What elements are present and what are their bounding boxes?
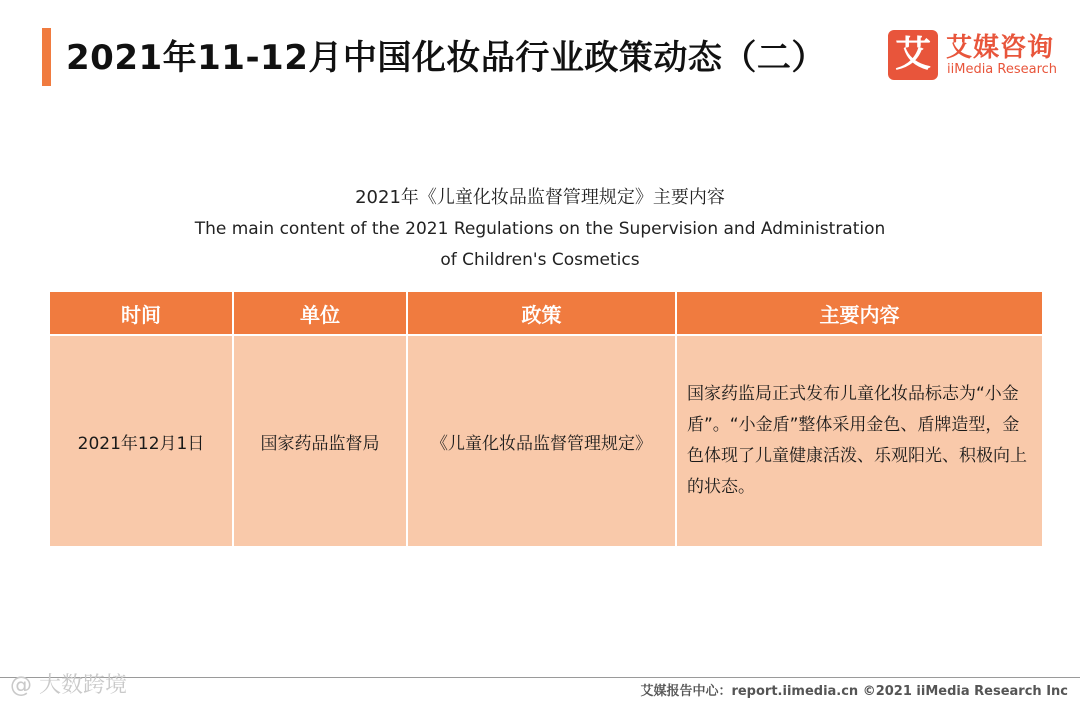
page-title: 2021年11-12月中国化妆品行业政策动态（二）: [66, 38, 826, 78]
cell-time: 2021年12月1日: [50, 335, 233, 546]
title-accent-bar: [42, 28, 51, 86]
brand-name-en: iiMedia Research: [947, 62, 1058, 77]
table-title-cn: 2021年《儿童化妆品监督管理规定》主要内容: [355, 187, 725, 208]
table-title-en: The main content of the 2021 Regulations on the Supervision and Administration of Children's Cosmetics: [194, 219, 886, 270]
column-header-unit: 单位: [233, 292, 407, 335]
footer-source: 艾媒报告中心：report.iimedia.cn ©2021 iiMedia Research Inc: [640, 684, 1068, 699]
policy-table: [50, 292, 1042, 546]
watermark: @ 大数跨境: [10, 673, 127, 698]
column-header-time: 时间: [50, 292, 233, 335]
column-header-policy: 政策: [407, 292, 676, 335]
table-header-row: [50, 292, 1042, 335]
brand-name-cn: 艾媒咨询: [946, 33, 1055, 63]
cell-content: 国家药监局正式发布儿童化妆品标志为“小金盾”。“小金盾”整体采用金色、盾牌造型，金色体现了儿童健康活泼、乐观阳光、积极向上的状态。: [676, 335, 1042, 546]
brand-logo-mark: 艾: [888, 30, 938, 80]
cell-unit: 国家药品监督局: [233, 335, 407, 546]
column-header-content: 主要内容: [676, 292, 1042, 335]
brand-logo: [888, 30, 1063, 82]
cell-policy: 《儿童化妆品监督管理规定》: [407, 335, 676, 546]
footer-divider: [0, 677, 1080, 678]
table-row: [50, 335, 1042, 546]
